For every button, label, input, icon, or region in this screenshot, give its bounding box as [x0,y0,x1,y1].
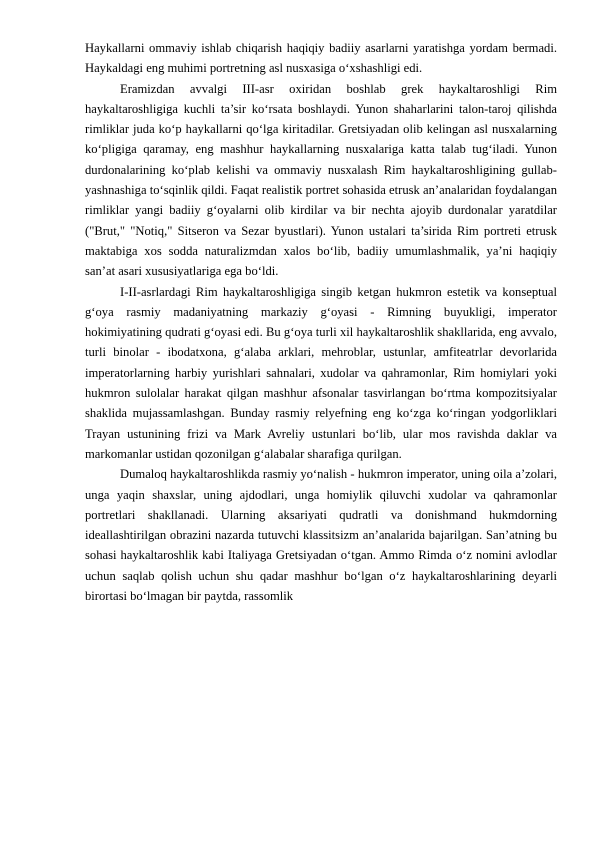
paragraph-3: I-II-asrlardagi Rim haykaltaroshligiga singib ketgan hukmron estetik va konseptual g‘oya rasmiy madaniyatning markaziy g‘oyasi - Rimning buyukligi, imperator hokimiyatining qudrati g‘oyasi edi. Bu g‘oya turli xil haykaltaroshlik shakllarida, eng avvalo, turli binolar - ibodatxona, g‘alaba arklari, mehroblar, ustunlar, amfiteatrlar devorlarida imperatorlarning harbiy yurishlari sahnalari, xudolar va qahramonlar, Rim homiylari yoki hukmron sulolalar harakat qilgan mashhur afsonalar tasvirlangan bo‘rtma kompozitsiyalar shaklida mujassamlashgan. Bunday rasmiy relyefning eng ko‘zga ko‘ringan yodgorliklari Trayan ustunining frizi va Mark Avreliy ustunlari bo‘lib, ular mos ravishda daklar va markomanlar ustidan qozonilgan g‘alabalar sharafiga qurilgan. [85,284,557,461]
paragraph-1: Haykallarni ommaviy ishlab chiqarish haqiqiy badiiy asarlarni yaratishga yordam bermadi. Haykaldagi eng muhimi portretning asl nusxasiga o‘xshashligi edi. [85,41,557,76]
paragraph-2: Eramizdan avvalgi III-asr oxiridan boshlab grek haykaltaroshligi Rim haykaltaroshligiga kuchli ta’sir ko‘rsata boshlaydi. Yunon shaharlarini talon-taroj qilishda rimliklar juda ko‘p haykallarni qo‘lga kiritadilar. Gretsiyadan olib kelingan asl nusxalarning ko‘pligiga qaramay, eng mashhur haykallarning nusxalariga katta talab tug‘iladi. Yunon durdonalarining ko‘plab kelishi va ommaviy nusxalash Rim haykaltaroshligining gullab-yashnashiga to‘sqinlik qildi. Faqat realistik portret sohasida etrusk an’analaridan foydalangan rimliklar yangi badiiy g‘oyalarni olib kirdilar va bir nechta ajoyib durdonalar yaratdilar ("Brut," "Notiq," Sitseron va Sezar byustlari). Yunon ustalari ta’sirida Rim portreti etrusk maktabiga xos sodda naturalizmdan xalos bo‘lib, badiiy umumlashmalik, ya’ni haqiqiy san’at asari xususiyatlariga ega bo‘ldi. [85,81,557,279]
paragraph-4: Dumaloq haykaltaroshlikda rasmiy yo‘nalish - hukmron imperator, uning oila a’zolari, unga yaqin shaxslar, uning ajdodlari, unga homiylik qiluvchi xudolar va qahramonlar portretlari shakllanadi. Ularning aksariyati qudratli va donishmand hukmdorning ideallashtirilgan obrazini nazarda tutuvchi klassitsizm an’analarida bajarilgan. San’atning bu sohasi haykaltaroshlik kabi Italiyaga Gretsiyadan o‘tgan. Ammo Rimda o‘z nomini avlodlar uchun saqlab qolish uchun shu qadar mashhur bo‘lgan o‘z haykaltaroshlarining deyarli birortasi bo‘lmagan bir paytda, rassomlik [85,467,557,604]
body-text [85,38,557,606]
